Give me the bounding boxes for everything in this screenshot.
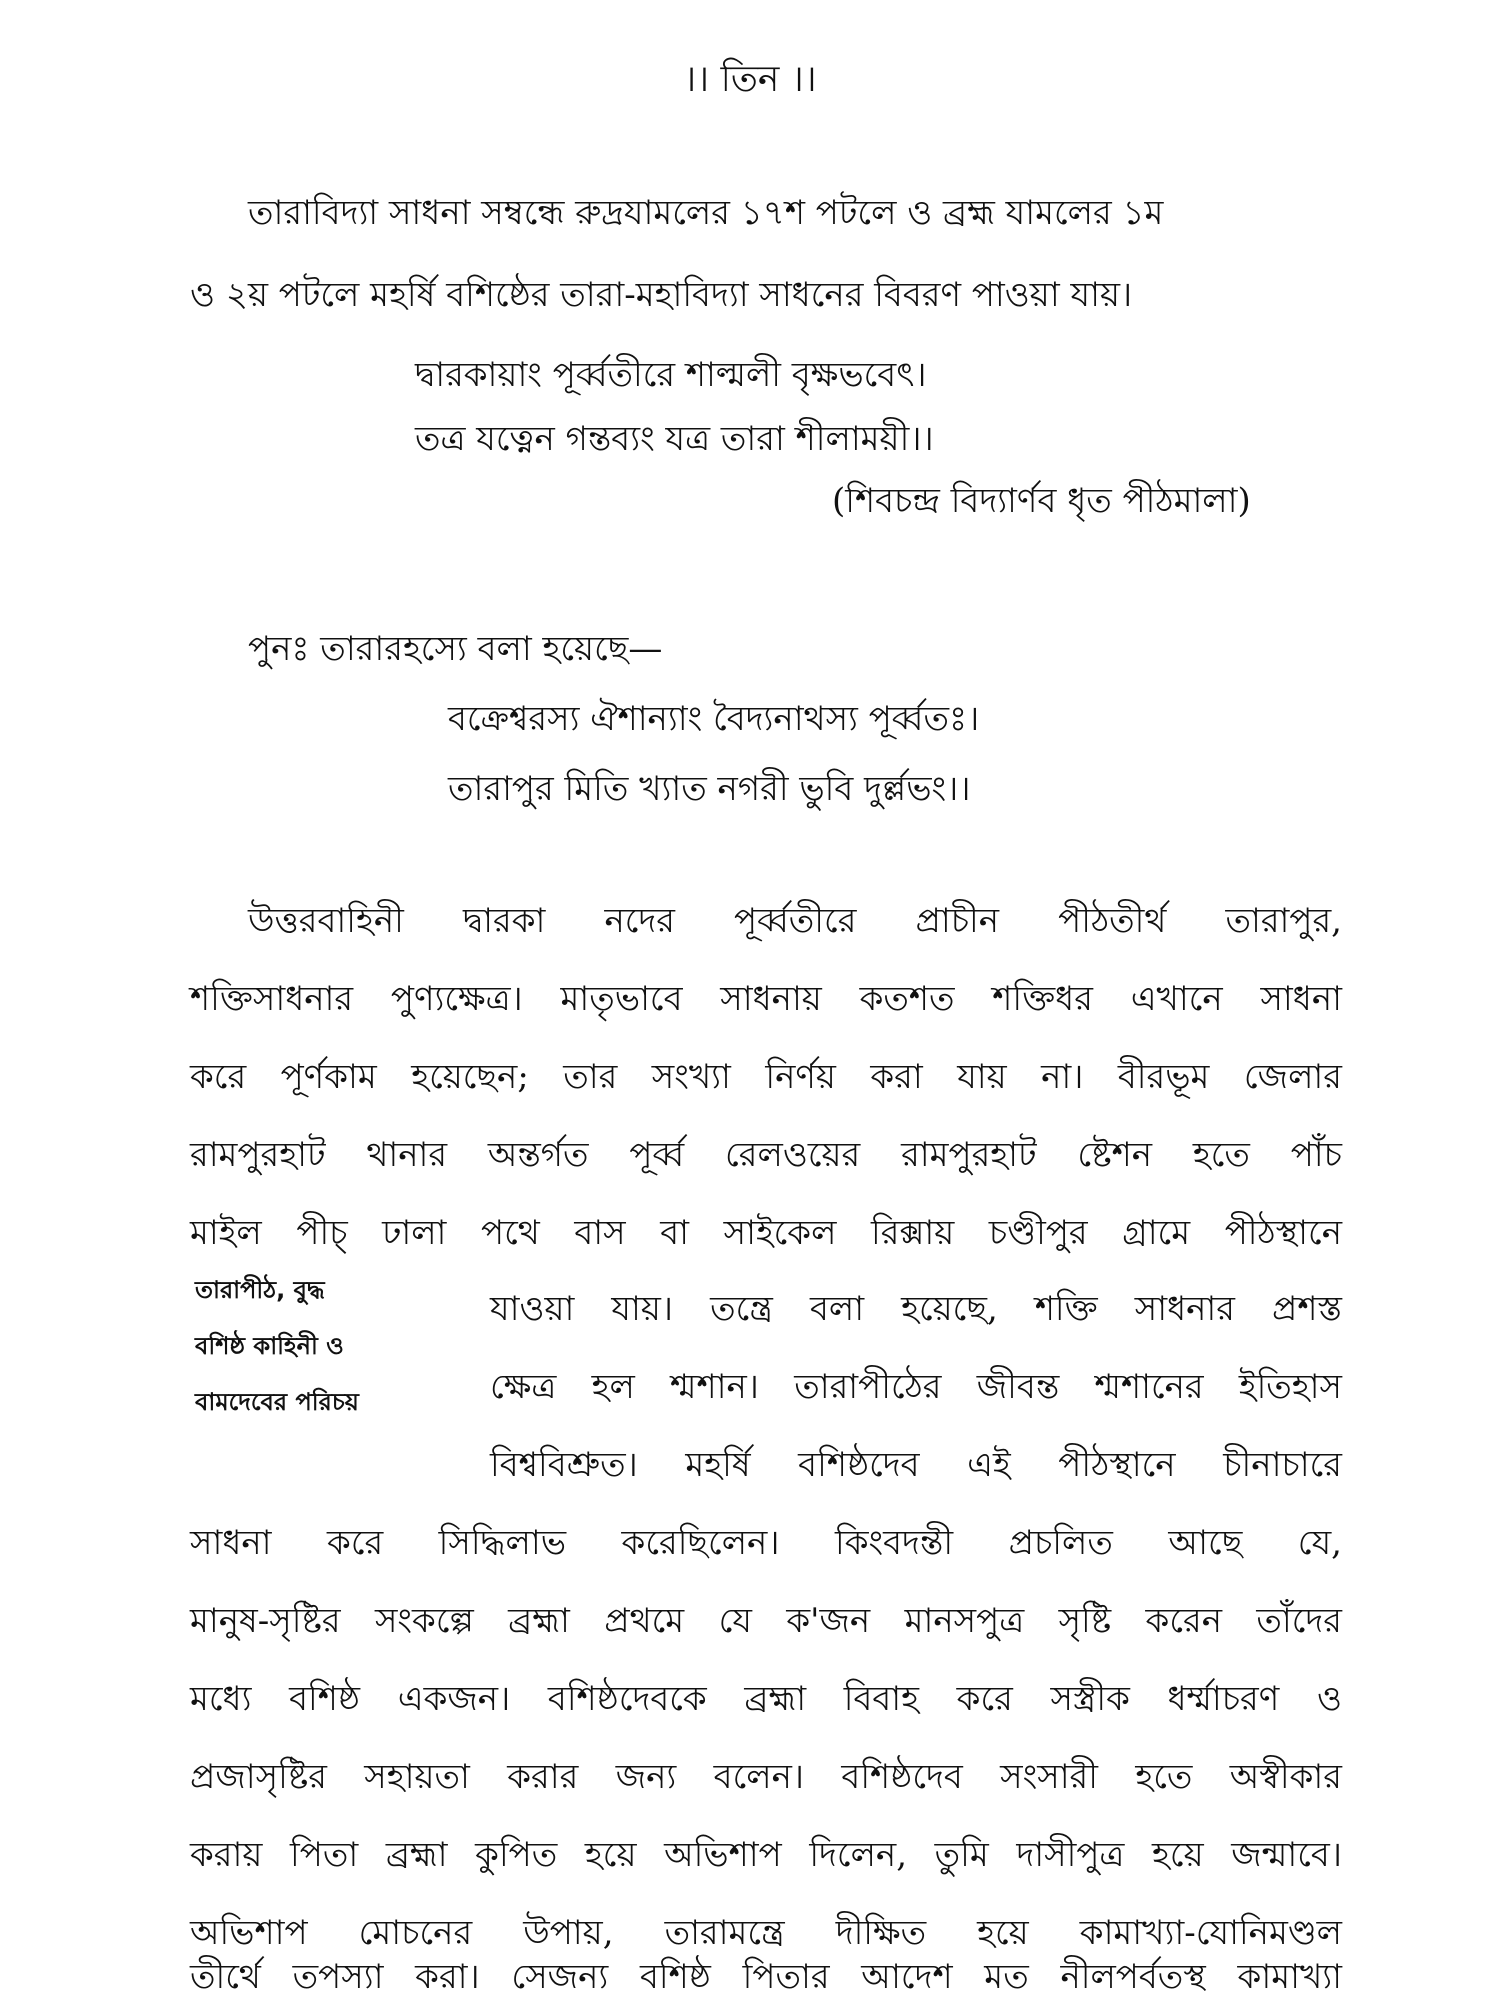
body-line-9: প্রজাসৃষ্টির সহায়তা করার জন্য বলেন। বশিষ্ঠদেব সংসারী হতে অস্বীকার [190,1757,1342,1797]
body-line-3: করে পূর্ণকাম হয়েছেন; তার সংখ্যা নির্ণয় করা যায় না। বীরভূম জেলার [190,1057,1342,1097]
body-indented-line-1: যাওয়া যায়। তন্ত্রে বলা হয়েছে, শক্তি সাধনার প্রশস্ত [490,1289,1342,1329]
body-line-2: শক্তিসাধনার পুণ্যক্ষেত্র। মাতৃভাবে সাধনায় কতশত শক্তিধর এখানে সাধনা [190,979,1342,1019]
intro-line-2: ও ২য় পটলে মহর্ষি বশিষ্ঠের তারা-মহাবিদ্যা সাধনের বিবরণ পাওয়া যায়। [190,275,1133,315]
intro-line-1: তারাবিদ্যা সাধনা সম্বন্ধে রুদ্রযামলের ১৭শ পটলে ও ব্রহ্ম যামলের ১ম [248,193,1164,233]
body-line-6: সাধনা করে সিদ্ধিলাভ করেছিলেন। কিংবদন্তী প্রচলিত আছে যে, [190,1523,1342,1563]
body-indented-line-3: বিশ্ববিশ্রুত। মহর্ষি বশিষ্ঠদেব এই পীঠস্থানে চীনাচারে [490,1445,1342,1485]
body-line-4: রামপুরহাট থানার অন্তর্গত পূর্ব্ব রেলওয়ের রামপুরহাট ষ্টেশন হতে পাঁচ [190,1135,1342,1175]
body-line-5: মাইল পীচ্‌ ঢালা পথে বাস বা সাইকেল রিক্সায় চণ্ডীপুর গ্রামে পীঠস্থানে [190,1213,1342,1253]
body-line-1: উত্তরবাহিনী দ্বারকা নদের পূর্ব্বতীরে প্রাচীন পীঠতীর্থ তারাপুর, [248,901,1342,941]
margin-sidenote [195,1262,450,1430]
body-line-10: করায় পিতা ব্রহ্মা কুপিত হয়ে অভিশাপ দিলেন, তুমি দাসীপুত্র হয়ে জন্মাবে। [190,1835,1342,1875]
verse-1-source: (শিবচন্দ্র বিদ্যার্ণব ধৃত পীঠমালা) [832,481,1251,521]
body-line-12: তীর্থে তপস্যা করা। সেজন্য বশিষ্ঠ পিতার আদেশ মত নীলপর্বতস্থ কামাখ্যা [190,1957,1342,1997]
verse-2-line-1: বক্রেশ্বরস্য ঐশান্যাং বৈদ্যনাথস্য পূর্ব্বতঃ। [448,699,980,739]
sidenote-line-2: বশিষ্ঠ কাহিনী ও [195,1332,344,1360]
verse-2-intro: পুনঃ তারারহস্যে বলা হয়েছে— [248,629,663,669]
body-line-11: অভিশাপ মোচনের উপায়, তারামন্ত্রে দীক্ষিত হয়ে কামাখ্যা-যোনিমণ্ডল [190,1913,1342,1953]
sidenote-line-1: তারাপীঠ, বুদ্ধ [195,1276,325,1304]
sidenote-line-3: বামদেবের পরিচয় [195,1388,359,1416]
chapter-heading: ।। তিন ।। [683,59,817,100]
body-indented-line-2: ক্ষেত্র হল শ্মশান। তারাপীঠের জীবন্ত শ্মশানের ইতিহাস [490,1367,1342,1407]
verse-1-line-1: দ্বারকায়াং পূর্ব্বতীরে শাল্মলী বৃক্ষভবেৎ। [415,355,927,395]
body-line-8: মধ্যে বশিষ্ঠ একজন। বশিষ্ঠদেবকে ব্রহ্মা বিবাহ করে সস্ত্রীক ধর্ম্মাচরণ ও [190,1679,1342,1719]
body-line-7: মানুষ-সৃষ্টির সংকল্পে ব্রহ্মা প্রথমে যে ক'জন মানসপুত্র সৃষ্টি করেন তাঁদের [190,1601,1342,1641]
verse-1-line-2: তত্র যত্নেন গন্তব্যং যত্র তারা শীলাময়ী।। [415,419,934,459]
verse-2-line-2: তারাপুর মিতি খ্যাত নগরী ভুবি দুর্ল্লভং।। [448,769,971,809]
